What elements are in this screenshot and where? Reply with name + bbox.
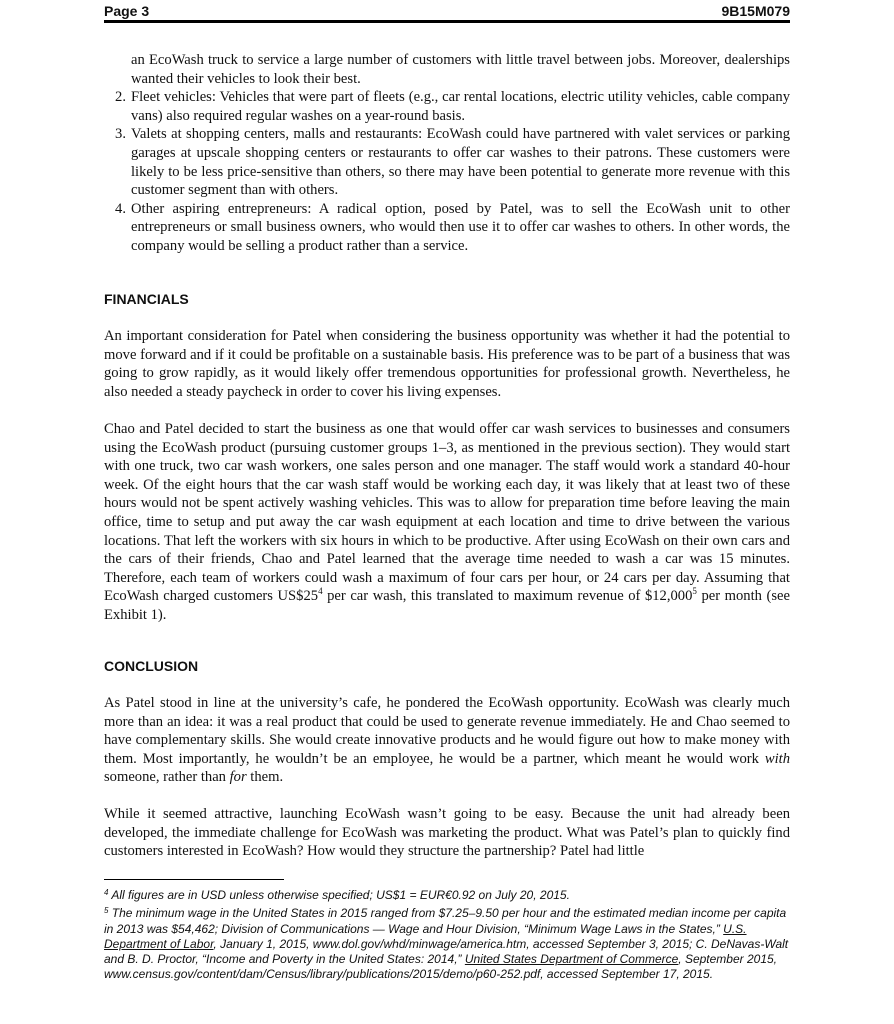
financials-paragraph-1: An important consideration for Patel when considering the business opportunity was whether it had the potential to move forward and if it could be profitable on a sustainable basis. His preference was to be part of a business that was going to grow rapidly, as it would likely offer tremendous opportunities for professional growth. Nevertheless, he also needed a steady paycheck in order to cover his living expenses. [104, 328, 790, 400]
list-item-text: Other aspiring entrepreneurs: A radical option, posed by Patel, was to sell the EcoWash unit to other entrepreneurs or small business owners, who would then use it to offer car washes to others. In other words, the company would be selling a product rather than a service. [131, 200, 790, 254]
page-header [104, 2, 790, 22]
footnote-source-link: U.S. Department of Labor [104, 921, 747, 951]
case-code: 9B15M079 [721, 3, 790, 19]
footnote-text: , September 2015, www.census.gov/content/dam/Census/library/publications/2015/demo/p60-252.pdf, accessed September 17, 2015. [104, 952, 778, 982]
list-item-number: 4. [115, 200, 126, 217]
footnote-text: The minimum wage in the United States in 2015 ranged from $7.25–9.50 per hour and the estimated median income per capita in 2013 was $54,462; Division of Communications — Wage and Hour Division, “Minimum Wage Laws in the States,” [104, 906, 787, 936]
list-item-text: Fleet vehicles: Vehicles that were part of fleets (e.g., car rental locations, electric utility vehicles, cable company vans) also required regular washes on a year-round basis. [131, 89, 790, 124]
header-rule [104, 20, 790, 23]
conclusion-paragraph-1-text: someone, rather than [104, 769, 230, 786]
emphasis-with: with [764, 750, 790, 767]
footnote-ref-5: 5 [692, 586, 697, 597]
footnote-text: All figures are in USD unless otherwise specified; US$1 = EUR€0.92 on July 20, 2015. [108, 888, 570, 902]
footnote-5 [104, 903, 790, 982]
conclusion-paragraph-1-text: them. [246, 769, 284, 786]
list-item [104, 200, 790, 256]
list-item-number: 2. [115, 89, 126, 106]
financials-heading: FINANCIALS [104, 291, 189, 307]
list-item-text: Valets at shopping centers, malls and restaurants: EcoWash could have partnered with valet services or parking garages at upscale shopping centers or restaurants to offer car washes to their patrons. These customers were likely to be less price-sensitive than others, so there may have been potential to generate more revenue with this customer segment than with others. [131, 126, 790, 199]
financials-paragraph-2-text: per car wash, this translated to maximum revenue of $12,000 [322, 588, 693, 605]
footnote-text: , January 1, 2015, www.dol.gov/whd/minwage/america.htm, accessed September 3, 2015; C. DeNavas-Walt and B. D. Proctor, “Income and Poverty in the United States: 2014,” [104, 936, 789, 967]
list-item [104, 88, 790, 125]
financials-paragraph-2-text: Chao and Patel decided to start the business as one that would offer car wash services to businesses and consumers using the EcoWash product (pursuing customer groups 1–3, as mentioned in the previous section). They would start with one truck, two car wash workers, one sales person and one manager. The staff would work a standard 40-hour week. Of the eight hours that the car wash staff would be working each day, it was likely that at least two of these hours would not be spent actively washing vehicles. This was to allow for preparation time before leaving the main office, time to setup and put away the car wash equipment at each location and time to drive between the various locations. That left the workers with six hours in which to be productive. After using EcoWash on their own cars and the cars of their friends, Chao and Patel learned that the average time needed to wash a car was 15 minutes. Therefore, each team of workers could wash a maximum of four cars per hour, or 24 cars per day. Assuming that EcoWash charged customers US$25 [104, 421, 790, 605]
footnotes [104, 885, 790, 983]
footnote-ref-4: 4 [318, 586, 323, 597]
list-continuation: an EcoWash truck to service a large number of customers with little travel between jobs. Moreover, dealerships wanted their vehicles to look their best. [131, 52, 790, 87]
footnote-mark: 4 [104, 888, 109, 897]
footnote-mark: 5 [104, 906, 109, 916]
footnote-4 [104, 885, 790, 903]
financials-paragraph-2 [104, 420, 790, 625]
footnote-source-link: United States Department of Commerce [464, 952, 679, 967]
customer-group-list [104, 51, 790, 256]
emphasis-for: for [229, 769, 247, 786]
list-item [104, 125, 790, 199]
list-item-number: 3. [115, 126, 126, 143]
financials-paragraph-2-text: per month (see Exhibit 1). [104, 588, 790, 623]
conclusion-paragraph-2: While it seemed attractive, launching EcoWash wasn’t going to be easy. Because the unit had already been developed, the immediate challenge for EcoWash was marketing the product. What was Patel’s plan to quickly find customers interested in EcoWash? How would they structure the partnership? Patel had little [104, 806, 790, 860]
conclusion-heading: CONCLUSION [104, 658, 199, 674]
footnote-rule [104, 879, 284, 880]
conclusion-paragraph-1 [104, 694, 790, 787]
page-number: Page 3 [104, 3, 150, 19]
conclusion-paragraph-1-text: As Patel stood in line at the university’s cafe, he pondered the EcoWash opportunity. EcoWash was clearly much more than an idea: it was a real product that could be used to generate revenue immediately. He and Chao seemed to have complementary skills. She would create innovative products and he would figure out how to make money with them. Most importantly, he wouldn’t be an employee, he would be a partner, which meant he would work [104, 695, 790, 767]
